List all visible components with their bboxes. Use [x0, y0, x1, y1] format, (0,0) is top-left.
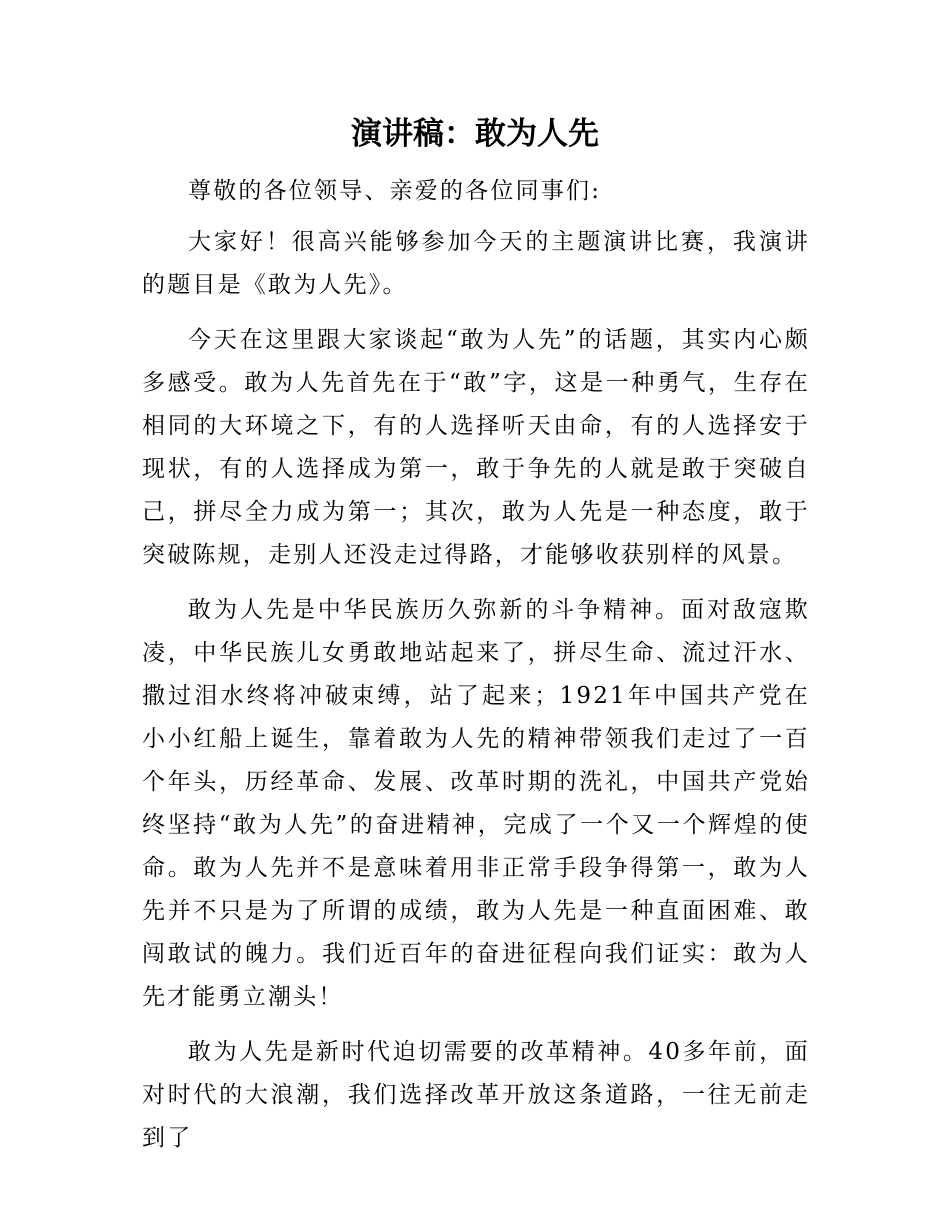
- paragraph-courage: 今天在这里跟大家谈起“敢为人先”的话题，其实内心颇多感受。敢为人先首先在于“敢”字，这是一种勇气，生存在相同的大环境之下，有的人选择听天由命，有的人选择安于现状，有的人选择成为第一，敢于争先的人就是敢于突破自己，拼尽全力成为第一；其次，敢为人先是一种态度，敢于突破陈规，走别人还没走过得路，才能够收获别样的风景。: [142, 327, 810, 568]
- paragraph-greeting: 大家好！很高兴能够参加今天的主题演讲比赛，我演讲的题目是《敢为人先》。: [142, 229, 810, 298]
- paragraph-reform-spirit: 敢为人先是新时代迫切需要的改革精神。40多年前，面对时代的大浪潮，我们选择改革开放这条道路，一往无前走到了: [142, 1039, 810, 1151]
- salutation: 尊敬的各位领导、亲爱的各位同事们:: [188, 178, 602, 204]
- paragraph-national-spirit: 敢为人先是中华民族历久弥新的斗争精神。面对敌寇欺凌，中华民族儿女勇敢地站起来了，拼尽生命、流过汗水、撒过泪水终将冲破束缚，站了起来；1921年中国共产党在小小红船上诞生，靠着敢为人先的精神带领我们走过了一百个年头，历经革命、发展、改革时期的洗礼，中国共产党始终坚持“敢为人先”的奋进精神，完成了一个又一个辉煌的使命。敢为人先并不是意味着用非正常手段争得第一，敢为人先并不只是为了所谓的成绩，敢为人先是一种直面困难、敢闯敢试的魄力。我们近百年的奋进征程向我们证实：敢为人先才能勇立潮头！: [142, 597, 810, 1010]
- document-body: [142, 170, 810, 1172]
- document-title: 演讲稿：敢为人先: [351, 116, 599, 152]
